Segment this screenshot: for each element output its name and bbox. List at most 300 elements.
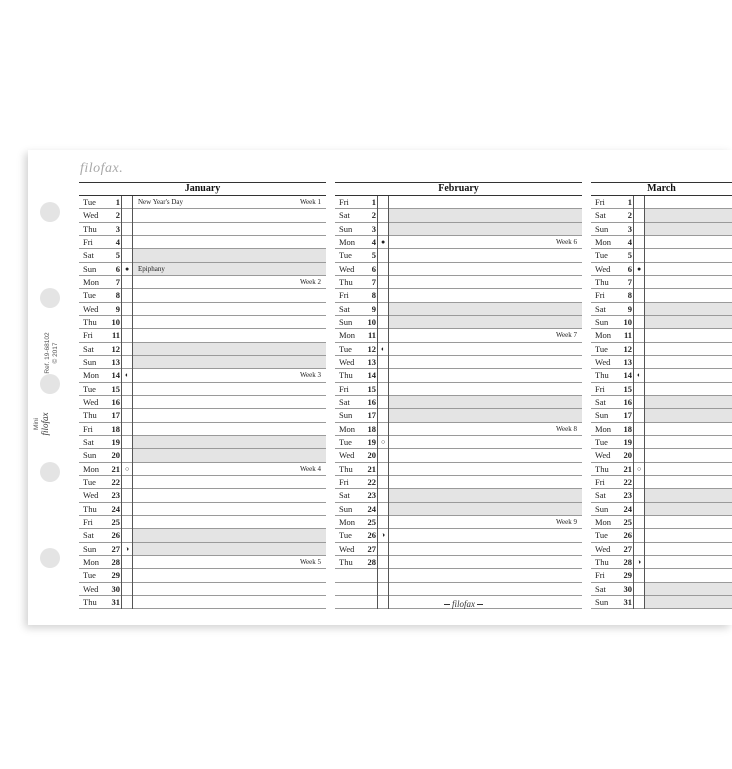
day-number: 22 [111,476,120,487]
day-note-area[interactable] [133,209,326,221]
moon-phase-icon: ◐ [381,344,386,353]
day-name: Mon [83,556,100,567]
day-number: 16 [111,396,120,407]
moon-phase-icon: ◐ [125,371,130,380]
day-note-area[interactable] [133,529,326,541]
day-note-area[interactable] [133,503,326,515]
day-note-area[interactable] [389,396,582,408]
day-note-area[interactable] [133,396,326,408]
day-row [79,569,326,582]
day-row [335,516,582,529]
day-number: 29 [623,570,632,581]
day-note-area[interactable] [133,303,326,315]
day-number: 8 [371,290,376,301]
day-name: Wed [595,263,611,274]
day-note-area[interactable] [645,449,732,461]
day-name: Thu [595,556,609,567]
day-number: 9 [371,303,376,314]
day-note-area[interactable] [389,263,582,275]
day-note-area[interactable] [645,396,732,408]
day-number: 22 [623,476,632,487]
day-number: 14 [367,370,376,381]
day-number: 3 [115,223,120,234]
day-note-area[interactable] [645,503,732,515]
day-note-area[interactable] [133,409,326,421]
day-note-area[interactable] [389,503,582,515]
day-row [335,356,582,369]
day-number: 15 [623,383,632,394]
day-name: Sun [339,503,353,514]
day-number: 25 [367,516,376,527]
day-name: Tue [83,570,96,581]
day-note-area[interactable] [645,383,732,395]
day-number: 1 [371,197,376,207]
moon-phase-icon: ◐ [637,371,642,380]
day-row [591,209,732,222]
day-note-area[interactable] [389,249,582,261]
day-number: 4 [371,236,376,247]
day-row [79,356,326,369]
day-row [79,209,326,222]
day-name: Wed [595,356,611,367]
day-note-area[interactable] [645,316,732,328]
day-note-area[interactable] [389,583,582,595]
day-note-area[interactable] [645,263,732,275]
day-number: 3 [371,223,376,234]
day-number: 27 [367,543,376,554]
week-number: Week 7 [555,331,577,340]
day-name: Fri [339,197,349,207]
day-name: Tue [339,436,352,447]
day-note-area[interactable] [389,209,582,221]
day-note-area[interactable] [645,223,732,235]
day-name: Thu [595,370,609,381]
day-row [335,556,582,569]
day-note-area[interactable] [133,236,326,248]
month-january [79,182,326,609]
day-number: 19 [367,436,376,447]
day-name: Tue [339,530,352,541]
day-row [335,276,582,289]
day-note-area[interactable] [389,369,582,381]
day-number: 18 [367,423,376,434]
size-text: Mini [33,418,40,430]
moon-phase-icon: ◑ [125,544,130,553]
day-row [335,436,582,449]
day-row [335,289,582,302]
day-row [335,369,582,382]
day-note-area[interactable] [133,463,326,475]
day-note-area[interactable] [645,209,732,221]
day-row [335,383,582,396]
day-name: Thu [339,556,353,567]
day-note-area[interactable] [645,543,732,555]
reference-code [44,323,60,383]
day-number: 24 [367,503,376,514]
day-name: Thu [595,276,609,287]
day-name: Thu [83,503,97,514]
moon-phase-icon: ◑ [637,557,642,566]
day-row [335,196,582,209]
day-note-area[interactable] [389,463,582,475]
day-note-area[interactable] [133,543,326,555]
day-name: Tue [83,197,96,207]
day-number: 4 [627,236,632,247]
day-note-area[interactable] [133,423,326,435]
day-name: Thu [83,410,97,421]
day-row [591,463,732,476]
day-number: 16 [367,396,376,407]
day-row [335,489,582,502]
day-number: 27 [623,543,632,554]
day-note-area[interactable] [645,196,732,208]
size-label [32,389,50,459]
week-number: Week 4 [299,464,321,473]
column-divider [132,196,133,609]
day-number: 26 [623,530,632,541]
day-name: Thu [339,463,353,474]
day-note-area[interactable] [389,543,582,555]
day-note-area[interactable] [645,436,732,448]
day-name: Sat [595,303,606,314]
day-note-area[interactable] [645,423,732,435]
day-number: 6 [371,263,376,274]
day-number: 2 [115,210,120,221]
day-row [79,423,326,436]
moon-phase-icon: ● [637,264,642,273]
day-name: Sun [595,316,609,327]
day-row [591,396,732,409]
day-name: Sun [595,223,609,234]
day-name: Sat [339,210,350,221]
day-note-area[interactable] [389,556,582,568]
day-row [335,463,582,476]
day-row [591,223,732,236]
day-note-area[interactable] [133,329,326,341]
day-note-area[interactable] [389,569,582,581]
day-number: 19 [111,436,120,447]
day-number: 20 [623,450,632,461]
day-row [591,276,732,289]
month-title: February [335,182,582,196]
moon-phase-icon: ○ [381,437,386,446]
day-note-area[interactable] [389,449,582,461]
day-row [335,236,582,249]
day-number: 15 [367,383,376,394]
day-note-area[interactable] [133,356,326,368]
day-note-area[interactable] [645,249,732,261]
day-number: 6 [115,263,120,274]
day-note-area[interactable] [133,316,326,328]
day-note-area[interactable] [389,409,582,421]
day-number: 5 [627,250,632,261]
day-note-area[interactable] [133,383,326,395]
day-number: 11 [623,330,632,341]
day-row [79,436,326,449]
week-number: Week 1 [299,198,321,206]
moon-phase-icon: ○ [125,464,130,473]
day-note-area[interactable] [389,289,582,301]
day-name: Mon [339,423,356,434]
day-name: Tue [595,530,608,541]
day-name: Wed [83,303,99,314]
day-note-area[interactable] [389,329,582,341]
day-note-area[interactable] [645,476,732,488]
column-divider [644,196,645,609]
day-name: Mon [595,330,612,341]
day-number: 30 [111,583,120,594]
day-number: 9 [627,303,632,314]
day-note-area[interactable] [133,449,326,461]
day-name: Fri [595,570,605,581]
day-row [79,196,326,209]
day-note-area[interactable] [645,489,732,501]
day-number: 14 [623,370,632,381]
brand-logo: filofax. [80,161,124,176]
day-note-area[interactable] [645,529,732,541]
day-name: Mon [339,236,356,247]
day-note-area[interactable] [645,356,732,368]
day-number: 31 [623,596,632,607]
day-row [335,569,582,582]
day-number: 10 [367,316,376,327]
week-number: Week 2 [299,277,321,286]
day-name: Sat [83,250,94,261]
day-note-area[interactable] [645,236,732,248]
day-note-area[interactable] [645,303,732,315]
day-number: 17 [623,410,632,421]
day-name: Sun [339,223,353,234]
day-row [335,343,582,356]
day-note-area[interactable] [389,196,582,208]
day-row [79,383,326,396]
day-note-area[interactable] [133,489,326,501]
day-number: 10 [623,316,632,327]
day-number: 17 [367,410,376,421]
day-note-area[interactable] [133,249,326,261]
day-note-area[interactable] [645,329,732,341]
day-note-area[interactable] [389,356,582,368]
day-name: Tue [595,343,608,354]
day-row [79,343,326,356]
day-number: 30 [623,583,632,594]
day-row [591,249,732,262]
day-name: Sun [83,356,97,367]
footer-logo: filofax [442,599,485,609]
day-name: Mon [339,330,356,341]
day-note-area[interactable] [389,529,582,541]
moon-phase-icon: ● [125,264,130,273]
day-note-area[interactable] [645,583,732,595]
day-note-area[interactable] [133,583,326,595]
day-row [79,329,326,342]
day-note-area[interactable] [645,409,732,421]
day-name: Mon [595,516,612,527]
day-number: 28 [623,556,632,567]
week-number: Week 8 [555,424,577,433]
day-row [335,329,582,342]
day-number: 8 [115,290,120,301]
day-note-area[interactable] [389,383,582,395]
week-number: Week 5 [299,557,321,566]
day-note-area[interactable] [645,569,732,581]
day-row [335,209,582,222]
day-name: Fri [83,330,93,341]
day-number: 26 [111,530,120,541]
day-number: 11 [111,330,120,341]
day-row [335,223,582,236]
reference-number: Ref. 19-68102 [44,332,51,374]
day-note-area[interactable] [133,556,326,568]
day-name: Wed [339,543,355,554]
day-name: Fri [83,236,93,247]
day-number: 12 [111,343,120,354]
day-number: 16 [623,396,632,407]
day-note-area[interactable] [133,516,326,528]
day-row [79,489,326,502]
day-number: 1 [115,197,120,207]
day-note-area[interactable] [645,516,732,528]
day-number: 25 [111,516,120,527]
day-row [591,569,732,582]
day-note-area[interactable] [133,289,326,301]
day-row [79,249,326,262]
day-name: Mon [83,370,100,381]
day-row [79,223,326,236]
day-number: 13 [111,356,120,367]
day-note-area[interactable] [645,463,732,475]
day-number: 20 [111,450,120,461]
day-note-area[interactable] [389,596,582,608]
day-name: Thu [83,596,97,607]
day-name: Thu [339,276,353,287]
day-number: 13 [367,356,376,367]
day-number: 11 [367,330,376,341]
holiday-note: Epiphany [138,264,165,273]
day-note-area[interactable] [645,343,732,355]
day-number: 12 [623,343,632,354]
day-row [79,409,326,422]
day-number: 28 [111,556,120,567]
day-note-area[interactable] [133,369,326,381]
day-note-area[interactable] [133,569,326,581]
day-name: Tue [83,290,96,301]
day-name: Fri [83,516,93,527]
day-note-area[interactable] [133,223,326,235]
day-name: Wed [83,210,99,221]
day-number: 7 [115,276,120,287]
day-row [591,356,732,369]
day-number: 25 [623,516,632,527]
day-name: Fri [595,197,605,207]
month-title: March [591,182,732,196]
day-number: 14 [111,370,120,381]
day-number: 23 [367,490,376,501]
day-number: 23 [111,490,120,501]
day-note-area[interactable] [389,303,582,315]
day-note-area[interactable] [389,436,582,448]
day-name: Wed [595,450,611,461]
day-number: 17 [111,410,120,421]
day-number: 26 [367,530,376,541]
day-row [591,303,732,316]
day-note-area[interactable] [133,476,326,488]
moon-phase-icon: ◑ [381,531,386,540]
day-row [591,289,732,302]
day-number: 19 [623,436,632,447]
day-name: Tue [339,343,352,354]
day-note-area[interactable] [389,223,582,235]
day-name: Mon [83,463,100,474]
day-name: Tue [83,476,96,487]
month-march [591,182,732,609]
day-note-area[interactable] [389,236,582,248]
week-number: Week 6 [555,237,577,246]
day-number: 4 [115,236,120,247]
day-note-area[interactable] [389,476,582,488]
day-note-area[interactable] [133,436,326,448]
day-note-area[interactable] [133,343,326,355]
day-row [335,409,582,422]
day-note-area[interactable] [133,596,326,608]
day-row [591,583,732,596]
day-number: 22 [367,476,376,487]
day-name: Sat [83,343,94,354]
day-row [335,396,582,409]
day-note-area[interactable] [389,343,582,355]
day-note-area[interactable] [389,316,582,328]
day-note-area[interactable] [645,596,732,608]
day-name: Sat [595,583,606,594]
day-name: Sun [83,543,97,554]
day-row [79,596,326,609]
day-note-area[interactable] [645,276,732,288]
day-row [591,423,732,436]
day-name: Mon [83,276,100,287]
column-divider [388,196,389,609]
day-number: 15 [111,383,120,394]
binder-hole [40,548,60,568]
day-note-area[interactable] [389,276,582,288]
side-logo: filofax [40,412,50,436]
day-number: 21 [367,463,376,474]
day-row [591,529,732,542]
day-number: 7 [371,276,376,287]
day-name: Sun [595,596,609,607]
day-note-area[interactable] [645,556,732,568]
day-note-area[interactable] [389,489,582,501]
day-note-area[interactable] [645,289,732,301]
day-name: Fri [595,476,605,487]
day-name: Sat [595,210,606,221]
day-name: Wed [339,450,355,461]
day-name: Tue [595,436,608,447]
day-name: Wed [595,543,611,554]
day-row [335,316,582,329]
day-number: 5 [115,250,120,261]
day-number: 18 [111,423,120,434]
day-note-area[interactable] [645,369,732,381]
day-name: Mon [595,236,612,247]
day-row [335,543,582,556]
day-name: Sun [83,450,97,461]
day-name: Wed [339,263,355,274]
day-row [591,383,732,396]
day-note-area[interactable] [389,516,582,528]
day-note-area[interactable] [133,276,326,288]
day-number: 1 [627,197,632,207]
day-note-area[interactable] [389,423,582,435]
